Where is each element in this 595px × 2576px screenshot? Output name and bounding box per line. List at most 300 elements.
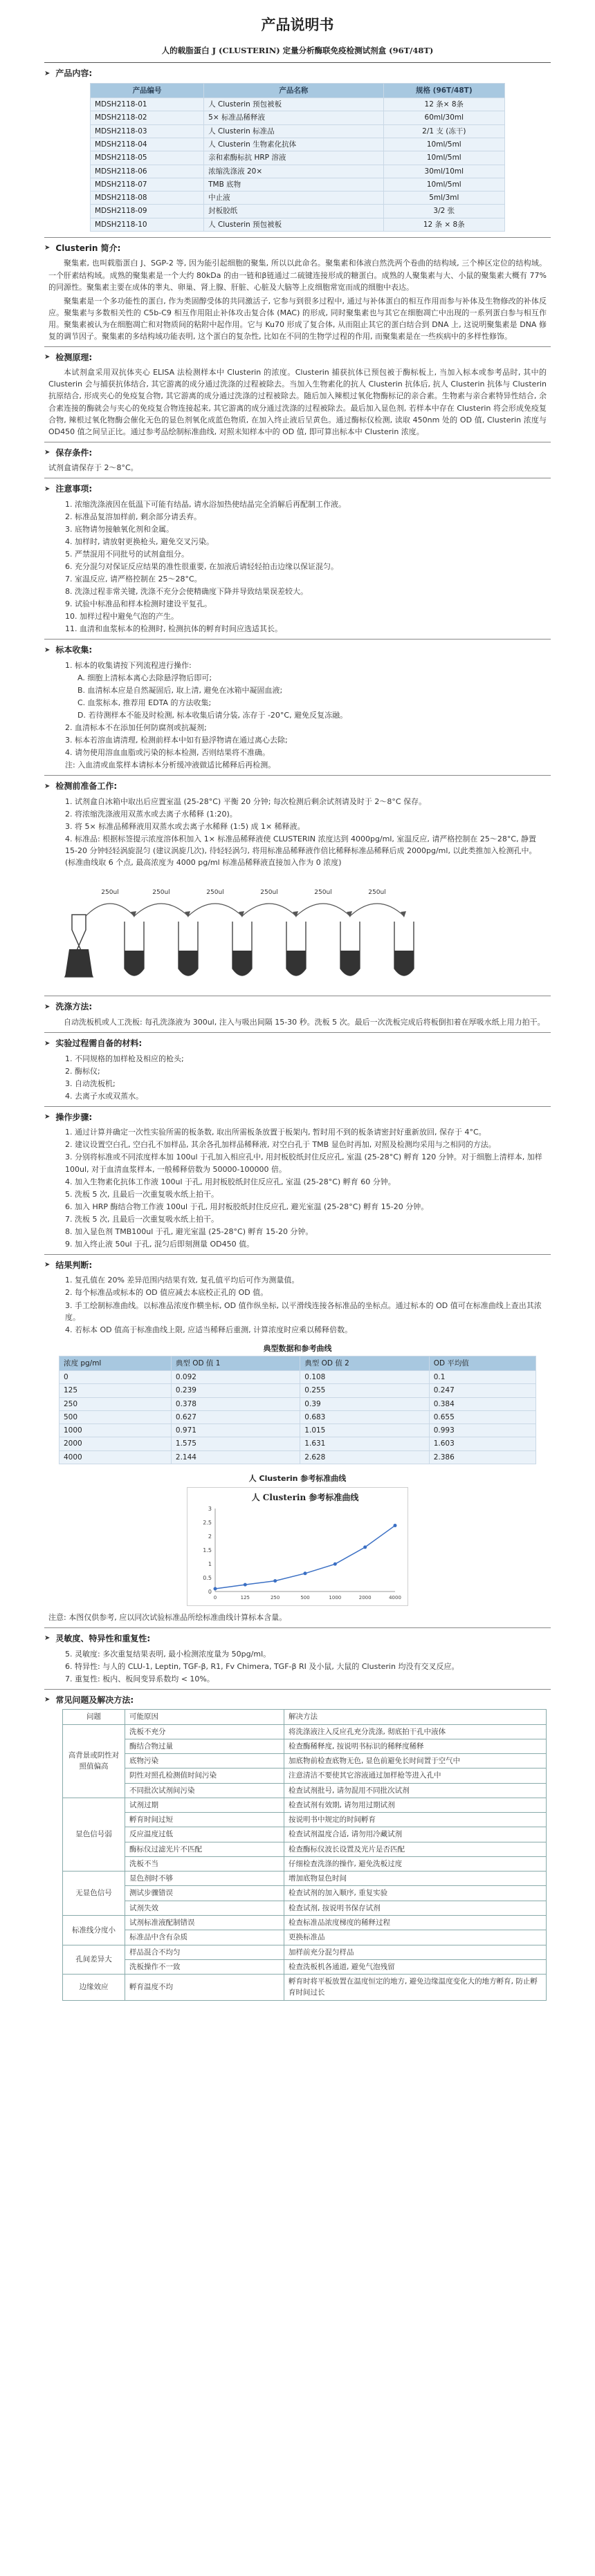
list-item: 1. 标本的收集请按下列流程进行操作: [65,661,192,671]
trouble-reason: 试剂过期 [125,1798,284,1812]
arrow-head-icon [131,911,136,917]
results-heading: ➤ 结果判断: [44,1260,93,1270]
table-row [63,1901,547,1915]
y-tick-label: 3 [208,1505,212,1512]
table-row [60,1410,536,1424]
title-rule [44,62,551,63]
table-row [63,1856,547,1871]
table-cell: 1.631 [300,1437,429,1450]
table-cell: MDSH2118-05 [91,151,204,165]
notes-list [44,498,551,635]
sensitivity-section [44,1632,551,1685]
table-row [91,178,505,191]
components-table [90,83,505,232]
table-row [91,218,505,231]
intro-paragraph: 聚集素, 也叫载脂蛋白 J、SGP-2 等, 因为能引起细胞的聚集, 所以以此命名。聚集素和体液白然洗两个卷曲的结构域, 三个棒区定位的结构域。一个肝素结构域。成熟的聚集素是一个大约 80kDa 的由一链和β链通过二硫键连接形成的糖蛋白。成熟的人聚集素与大、小鼠的聚集素大概有 77% 的同源性。聚集素主要在成体的睾丸、卵巢、肾上腺、肝脏、心脏及大脑等上皮细胞常宽而成的细胞中表达。 [48,259,547,292]
section-divider [44,1627,551,1628]
wash-section [44,1000,551,1028]
table-cell: 亲和素酶标抗 HRP 溶液 [204,151,383,165]
table-cell: 0.971 [171,1424,300,1437]
list-item: 2. 建议设置空白孔, 空白孔不加样品, 其余各孔加样品稀释液, 对空白孔于 TMB 显色时再加, 对照及检测均采用与之相同的方法。 [65,1140,496,1150]
list-item: 8. 洗涤过程非常关键, 洗涤不充分会使精确度下降并导致结果误差较大。 [65,587,308,597]
table-cell: MDSH2118-09 [91,205,204,218]
table-cell: MDSH2118-06 [91,165,204,178]
list-item: 3. 手工绘制标准曲线。以标准品浓度作横坐标, OD 值作纵坐标, 以平滑线连接各标准品的坐标点。通过标本的 OD 值可在标准曲线上查出其浓度。 [65,1300,542,1322]
trouble-reason: 试剂标准液配制错误 [125,1915,284,1930]
table-cell: 封板胶纸 [204,205,383,218]
serial-dilution-diagram [44,873,459,984]
components-header-row [91,83,505,97]
trouble-reason: 酶结合物过量 [125,1739,284,1753]
trouble-heading: ➤ 常见问题及解决方法: [44,1695,134,1705]
list-item: 1. 通过计算并确定一次性实验所需的板条数, 取出所需板条放置于板架内, 暂时用不到的板条请密封好重新放回, 保存于 4°C。 [65,1128,486,1137]
transfer-volume-label: 250ul [152,889,170,897]
arrow-head-icon [347,911,352,917]
materials-heading: ➤ 实验过程需自备的材料: [44,1038,143,1048]
tube-liquid [394,951,414,976]
table-cell: 1.015 [300,1424,429,1437]
table-cell: 0 [60,1370,172,1383]
trouble-reason: 阴性对照孔检测值时间污染 [125,1768,284,1783]
arrow-right-icon: ➤ [44,1261,51,1269]
trouble-reason: 标准品中含有杂质 [125,1930,284,1945]
table-row [60,1437,536,1450]
arrow-head-icon [185,911,190,917]
trouble-category: 无显色信号 [63,1872,125,1916]
section-divider [44,1032,551,1033]
table-cell: 0.993 [429,1424,536,1437]
std-table-title: 典型数据和参考曲线 [263,1343,332,1353]
std-table-body [60,1370,536,1464]
table-row [63,1915,547,1930]
trouble-reason: 酶标仪过滤光片不匹配 [125,1842,284,1856]
table-row [63,1754,547,1768]
list-item: 5. 洗板 5 次, 且最后一次重复吸水纸上拍干。 [65,1189,219,1199]
trouble-section [44,1694,551,2001]
sensitivity-list [44,1648,551,1685]
table-row [91,138,505,151]
table-cell: 30ml/10ml [383,165,504,178]
results-list [44,1274,551,1335]
list-item: 2. 酶标仪; [65,1066,100,1076]
procedure-section [44,1111,551,1250]
x-tick-label: 250 [270,1594,280,1600]
trouble-reason: 试剂失效 [125,1901,284,1915]
trouble-solution: 加样前充分混匀样品 [284,1945,547,1959]
table-cell: 500 [60,1410,172,1424]
table-cell: MDSH2118-07 [91,178,204,191]
list-item: 4. 去离子水或双蒸水。 [65,1091,143,1101]
table-cell: 2.628 [300,1450,429,1464]
table-row [91,98,505,111]
chart-frame [187,1487,408,1606]
table-cell: 0.39 [300,1397,429,1410]
trouble-solution: 将洗涤液注入反应孔充分洗涤, 彻底拍干孔中液体 [284,1724,547,1739]
arrow-right-icon: ➤ [44,1113,51,1121]
trouble-reason: 洗板不充分 [125,1724,284,1739]
table-row [91,205,505,218]
arrow-right-icon: ➤ [44,353,51,362]
list-item: 1. 复孔值在 20% 差异范围内结果有效, 复孔值平均后可作为测量值。 [65,1276,300,1285]
list-item: 1. 不同规格的加样枪及相应的枪头; [65,1054,184,1063]
table-cell: 中止液 [204,192,383,205]
table-row [60,1450,536,1464]
table-cell: 2/1 支 (冻干) [383,124,504,138]
data-point [273,1579,277,1583]
table-row [91,151,505,165]
trouble-solution: 按说明书中规定的时间孵育 [284,1813,547,1827]
transfer-volume-label: 250ul [206,889,224,897]
tube-liquid [125,951,144,976]
arrow-right-icon: ➤ [44,1634,51,1643]
trouble-category: 显色信号弱 [63,1798,125,1871]
std-data-table [59,1356,536,1464]
transfer-arrow-icon [86,904,134,916]
table-cell: 125 [60,1384,172,1397]
table-cell: 12 条× 8条 [383,98,504,111]
section-divider [44,1689,551,1690]
intro-section [44,242,551,342]
components-heading: ➤ 产品内容: [44,68,93,79]
list-item: 10. 加样过程中避免气泡的产生。 [65,612,178,622]
page-subtitle: 人的载脂蛋白 J (CLUSTERIN) 定量分析酶联免疫检测试剂盒 (96T/48T) [161,45,434,55]
transfer-arrow-icon [188,904,242,916]
table-cell: 人 Clusterin 预包被板 [204,98,383,111]
table-cell: 0.1 [429,1370,536,1383]
series-line [215,1525,395,1588]
trouble-solution: 检查标准品浓度梯度的稀释过程 [284,1915,547,1930]
table-row [63,1886,547,1901]
table-row [91,192,505,205]
section-divider [44,346,551,347]
table-cell: 1.603 [429,1437,536,1450]
table-cell: 人 Clusterin 生物素化抗体 [204,138,383,151]
sample-section [44,644,551,771]
table-header-cell: 可能原因 [125,1710,284,1724]
table-row [60,1397,536,1410]
components-section [44,67,551,232]
wash-text: 自动洗板机或人工洗板: 每孔洗涤液为 300ul, 注入与吸出间隔 15-30 秒。洗板 5 次。最后一次洗板完成后将板倒扣着在厚吸水纸上用力拍干。 [64,1017,545,1027]
list-item: 4. 若标本 OD 值高于标准曲线上限, 应适当稀释后重测, 计算浓度时应乘以稀释倍数。 [65,1325,353,1334]
trouble-solution: 加底物前检查底物无色, 显色前避免长时间置于空气中 [284,1754,547,1768]
list-item: 2. 血清标本不在添加任何防腐剂或抗凝剂; [65,723,207,733]
principle-paragraph: 本试剂盒采用双抗体夹心 ELISA 法检测样本中 Clusterin 的浓度。Clusterin 捕获抗体已预包被于酶标板上, 当加入标本或参考品时, 其中的 Clusterin 会与捕获抗体结合, 其它游离的成分通过洗涤的过程被除去。当加入生物素化的抗人 Clusterin 抗体后, 抗人 Clusterin 抗体与 Clusterin 抗原结合, 形成夹心的免疫复合物, 其它游离的成分通过洗涤的过程被除去。随后加入辣根过氧化物酶标记的亲合素。生物素与亲合素特异性结合, 余合素连接的酶就会与夹心的免疫复合物连接起来, 其它游离的成分通过洗涤的过程被除去。最后加入显色剂, 若样本中存在 Clusterin 将会形成免疫复合物, 辣根过氧化物酶会催化无色的显色剂氧化成蓝色物质, 在加入终止液后呈黄色。通过酶标仪检测, 读取 450nm 处的 OD 值, Clusterin 浓度与 OD450 值之间呈正比。通过参考品绘制标准曲线, 对照未知样本中的 OD 值, 即可算出标本中 Clusterin 浓度。 [48,368,547,436]
table-header-cell: 典型 OD 值 2 [300,1356,429,1370]
table-row [63,1842,547,1856]
list-item: 9. 加入终止液 50ul 于孔, 混匀后即刻测量 OD450 值。 [65,1239,255,1249]
prep-heading: ➤ 检测前准备工作: [44,781,118,792]
wash-heading: ➤ 洗涤方法: [44,1002,93,1012]
table-row [91,124,505,138]
trouble-solution: 检查试剂批号, 请勿混用不同批次试剂 [284,1783,547,1798]
table-row [63,1739,547,1753]
list-item: 5. 灵敏度: 多次重复结果表明, 最小检测浓度量为 50pg/ml。 [65,1649,271,1659]
trouble-solution: 检查试剂温度合适, 请勿用冷藏试剂 [284,1827,547,1842]
list-item: 5. 严禁混用不同批号的试剂盒组分。 [65,550,189,559]
arrow-right-icon: ➤ [44,485,51,493]
transfer-volume-label: 250ul [260,889,278,897]
tube-liquid [340,951,360,976]
list-item: D. 若待测样本不能及时检测, 标本收集后请分装, 冻存于 -20°C, 避免反复冻融。 [77,711,348,720]
table-row [63,1930,547,1945]
arrow-right-icon: ➤ [44,782,51,790]
list-item: 3. 底物请勿接触氧化剂和金属。 [65,525,174,534]
trouble-reason: 底物污染 [125,1754,284,1768]
transfer-volume-label: 250ul [101,889,119,897]
table-cell: 0.655 [429,1410,536,1424]
tube-liquid [232,951,252,976]
sensitivity-heading: ➤ 灵敏度、特异性和重复性: [44,1633,151,1643]
table-cell: MDSH2118-03 [91,124,204,138]
table-row [63,1813,547,1827]
table-header-cell: OD 平均值 [429,1356,536,1370]
table-header-cell: 产品编号 [91,83,204,97]
data-point [363,1545,367,1549]
transfer-arrow-icon [242,904,296,916]
trouble-reason: 孵育时间过短 [125,1813,284,1827]
list-item: 4. 加入生物素化抗体工作液 100ul 于孔, 用封板胶纸封住反应孔, 室温 (25-28°C) 孵育 60 分钟。 [65,1177,396,1186]
table-row [60,1384,536,1397]
table-row [63,1783,547,1798]
materials-section [44,1037,551,1102]
list-item: 11. 血清和血浆标本的检测时, 检测抗体的孵育时间应选适其长。 [65,624,282,634]
table-cell: 4000 [60,1450,172,1464]
table-row [63,1975,547,2001]
table-cell: 3/2 张 [383,205,504,218]
data-point [304,1571,307,1575]
table-cell: 0.683 [300,1410,429,1424]
x-tick-label: 0 [213,1594,217,1600]
table-header-cell: 问题 [63,1710,125,1724]
table-row [60,1424,536,1437]
trouble-header-row [63,1710,547,1724]
table-cell: 60ml/30ml [383,111,504,124]
arrow-right-icon: ➤ [44,69,51,77]
table-cell: 5ml/3ml [383,192,504,205]
troubleshooting-body [63,1710,547,2000]
tube-liquid [286,951,306,976]
intro-paragraph: 聚集素是一个多功能性的蛋白, 作为类固醇受体的共同激活子, 它参与到很多过程中, 通过与补体蛋白的相互作用而参与补体及生物修改的补体反应。聚集素与多数相关性的 C5b-C9 相互作用阻止补体攻击复合体 (MAC) 的形成, 同时聚集素也与其它在细胞凋亡中出现的一系列蛋白参与相互作用。聚集素被认为在细胞凋亡和对物质间的粘附中起作用。它与 Ku70 形成了复合体, 从而阻止其它的蛋白结合到 DNA 上, 这说明聚集素是 DNA 修复的调节因子。聚集素的多结构域功能表明, 这个蛋白的复杂性, 比如在不同的生物学过程的作用, 而聚集素是在一些疾病中的多样性修饰。 [48,296,547,341]
trouble-solution: 注意清洁不要使其它溶液通过加样枪等进入孔中 [284,1768,547,1783]
list-item: 1. 试剂盒自冰箱中取出后应置室温 (25-28°C) 平衡 20 分钟; 每次检测后剩余试剂请及时于 2～8°C 保存。 [65,797,427,807]
trouble-reason: 孵育温度不均 [125,1975,284,2001]
list-item: 2. 每个标准品或标本的 OD 值应减去本底校正孔的 OD 值。 [65,1288,268,1298]
components-table-body [91,98,505,232]
x-tick-label: 500 [300,1594,310,1600]
table-cell: 浓缩洗涤液 20× [204,165,383,178]
x-tick-label: 4000 [389,1594,401,1600]
table-cell: 2.386 [429,1450,536,1464]
list-item: 3. 分别将标准或不同浓度样本加 100ul 于孔加入相应孔中, 用封板胶纸封住反应孔, 室温 (25-28°C) 孵育 120 分钟。对于细胞上清样本, 加样 100ul, 对于血清血浆样本, 一般稀释倍数为 50000-100000 倍。 [65,1152,542,1174]
list-item: 7. 室温反应, 请严格控制在 25～28°C。 [65,575,202,584]
list-item: 1. 浓缩洗涤液因在低温下可能有结晶, 请水浴加热使结晶完全消解后再配制工作液。 [65,499,346,509]
list-item: 7. 重复性: 板内、板间变异系数均 < 10%。 [65,1674,214,1683]
list-item: 9. 试验中标准品和样本检测时建设平复孔。 [65,599,212,609]
transfer-arrow-icon [296,904,350,916]
table-cell: 0.627 [171,1410,300,1424]
table-cell: 0.247 [429,1384,536,1397]
troubleshooting-table [62,1709,547,2000]
x-tick-label: 1000 [329,1594,342,1600]
results-section [44,1259,551,1623]
table-row [63,1724,547,1739]
table-header-cell: 浓度 pg/ml [60,1356,172,1370]
list-item: 7. 洗板 5 次, 且最后一次重复吸水纸上拍干。 [65,1214,219,1224]
trouble-reason: 反应温度过低 [125,1827,284,1842]
table-header-cell: 典型 OD 值 1 [171,1356,300,1370]
page-title: 产品说明书 [261,17,334,33]
standard-curve-chart [187,1488,408,1605]
trouble-solution: 增加底物显色时间 [284,1872,547,1886]
arrow-head-icon [293,911,298,917]
table-cell: 人 Clusterin 预包被板 [204,218,383,231]
trouble-solution: 检查酶稀释度, 按说明书标识的稀释度稀释 [284,1739,547,1753]
list-item: 2. 将浓缩洗涤液用双蒸水或去离子水稀释 (1:20)。 [65,810,237,819]
sample-list [44,660,551,771]
trouble-category: 孔间差异大 [63,1945,125,1975]
y-tick-label: 2 [208,1533,212,1540]
table-cell: MDSH2118-08 [91,192,204,205]
table-cell: 2000 [60,1437,172,1450]
table-cell: 0.239 [171,1384,300,1397]
intro-heading: ➤ Clusterin 简介: [44,243,121,253]
data-point [394,1524,397,1527]
arrow-right-icon: ➤ [44,1696,51,1704]
trouble-category: 标准线分度小 [63,1915,125,1945]
trouble-solution: 检查洗板机各通道, 避免气泡残留 [284,1959,547,1974]
trouble-reason: 显色剂时不够 [125,1872,284,1886]
notes-section [44,483,551,635]
trouble-solution: 检查试剂, 按说明书保存试剂 [284,1901,547,1915]
section-divider [44,775,551,776]
chart-note: 注意: 本图仅供参考, 应以同次试验标准品所绘标准曲线计算标本含量。 [48,1612,287,1622]
section-divider [44,237,551,238]
arrow-head-icon [401,911,406,917]
table-row [63,1798,547,1812]
section-divider [44,639,551,640]
table-cell: 5× 标准品稀释液 [204,111,383,124]
trouble-category: 边缘效应 [63,1975,125,2001]
table-cell: 250 [60,1397,172,1410]
list-item: 3. 将 5× 标准品稀释液用双蒸水或去离子水稀释 (1:5) 成 1× 稀释液。 [65,822,305,832]
prep-list [44,796,551,868]
procedure-list [44,1126,551,1249]
y-tick-label: 0.5 [203,1574,212,1581]
list-item: C. 血浆标本, 推荐用 EDTA 的方法收集; [77,698,212,708]
list-item: 3. 自动洗板机; [65,1079,116,1088]
arrow-right-icon: ➤ [44,449,51,457]
list-item: 4. 标准品: 根据标签提示浓度溶体积加入 1× 标准品稀释液使 CLUSTERIN 浓度达到 4000pg/ml, 室温反应, 请严格控制在 25～28°C, 静置 15-20 分钟轻轻涡旋混匀 (建议涡旋几次), 待轻轻涡匀, 将用标准品稀释液作倍比稀释标准品稀释后成 2000pg/ml, 以此类推加入检测孔中。(标准曲线取 6 个点, 最高浓度为 4000 pg/ml 标准品稀释液直接加入作为 0 浓度) [65,834,537,868]
table-cell: MDSH2118-10 [91,218,204,231]
materials-list [44,1053,551,1102]
list-item: A. 细胞上清标本离心去除悬浮物后即可; [77,673,212,683]
table-cell: 0.092 [171,1370,300,1383]
table-cell: 10ml/5ml [383,138,504,151]
table-cell: 10ml/5ml [383,178,504,191]
sample-heading: ➤ 标本收集: [44,645,93,655]
table-cell: 0.255 [300,1384,429,1397]
table-row [60,1370,536,1383]
curve-caption: 人 Clusterin 参考标准曲线 [248,1473,347,1483]
table-cell: MDSH2118-04 [91,138,204,151]
list-item: 8. 加入显色剂 TMB100ul 于孔, 避光室温 (25-28°C) 孵育 15-20 分钟。 [65,1226,313,1236]
table-row [63,1827,547,1842]
notes-heading: ➤ 注意事项: [44,484,93,494]
data-point [214,1587,217,1590]
table-row [63,1945,547,1959]
procedure-heading: ➤ 操作步骤: [44,1112,93,1122]
principle-heading: ➤ 检测原理: [44,352,93,362]
trouble-solution: 孵育时将平板放置在温度恒定的地方, 避免边缘温度变化大的地方孵育, 防止孵育时间过长 [284,1975,547,2001]
section-divider [44,1106,551,1107]
prep-section [44,780,551,991]
transfer-volume-label: 250ul [368,889,386,897]
table-row [63,1872,547,1886]
x-tick-label: 125 [240,1594,250,1600]
list-item: 4. 加样时, 请放射更换枪头, 避免交叉污染。 [65,537,214,547]
data-point [333,1562,337,1566]
std-header-row [60,1356,536,1370]
y-tick-label: 2.5 [203,1519,212,1526]
list-item: 6. 充分混匀对保证反应结果的准性很重要, 在加液后请轻轻拍击边缘以保证混匀。 [65,562,338,572]
table-cell: 2.144 [171,1450,300,1464]
list-item: 6. 特异性: 与人的 CLU-1, Leptin, TGF-β, R1, Fv Chimera, TGF-β RI 及小鼠, 大鼠的 Clusterin 均没有交叉反应。 [65,1661,459,1671]
chart-title: 人 Clusterin 参考标准曲线 [251,1492,359,1502]
section-divider [44,1254,551,1255]
list-item: 6. 加入 HRP 酶结合物工作液 100ul 于孔, 用封板胶纸封住反应孔, 避光室温 (25-28°C) 孵育 15-20 分钟。 [65,1202,429,1211]
table-header-cell: 解决方法 [284,1710,547,1724]
table-cell: 12 条 × 8条 [383,218,504,231]
table-cell: 0.108 [300,1370,429,1383]
table-cell: TMB 底物 [204,178,383,191]
y-tick-label: 1 [208,1560,212,1567]
arrow-right-icon: ➤ [44,1039,51,1047]
trouble-solution: 检查试剂的加入顺序, 重复实验 [284,1886,547,1901]
storage-text: 试剂盒请保存于 2～8°C。 [48,463,138,473]
table-cell: MDSH2118-02 [91,111,204,124]
storage-heading: ➤ 保存条件: [44,447,93,458]
trouble-solution: 检查试剂有效期, 请勿用过期试剂 [284,1798,547,1812]
arrow-right-icon: ➤ [44,244,51,252]
trouble-solution: 检查酶标仪波长设置及光片是否匹配 [284,1842,547,1856]
transfer-arrow-icon [134,904,188,916]
table-cell: 1000 [60,1424,172,1437]
trouble-reason: 不同批次试剂间污染 [125,1783,284,1798]
trouble-reason: 样品混合不均匀 [125,1945,284,1959]
list-item: B. 血清标本应是自然凝固后, 取上清, 避免在冰箱中凝固血液; [77,686,283,696]
transfer-arrow-icon [350,904,404,916]
table-cell: 1.575 [171,1437,300,1450]
transfer-volume-label: 250ul [314,889,332,897]
table-row [63,1959,547,1974]
data-point [244,1583,247,1587]
stock-liquid [65,949,93,977]
trouble-reason: 洗板不当 [125,1856,284,1871]
arrow-right-icon: ➤ [44,1002,51,1011]
arrow-right-icon: ➤ [44,646,51,654]
table-cell: 10ml/5ml [383,151,504,165]
table-cell: 0.378 [171,1397,300,1410]
table-row [63,1768,547,1783]
list-item: 3. 标本若溶血请清理, 检测前样本中如有悬浮物请在通过离心去除; [65,736,288,745]
trouble-category: 高背景或阴性对照值偏高 [63,1724,125,1798]
storage-section [44,447,551,474]
list-item: 4. 请勿使用溶血血脂或污染的标本检测, 否则结果将不准确。 [65,748,270,758]
table-header-cell: 规格 (96T/48T) [383,83,504,97]
tube-liquid [178,951,198,976]
table-cell: 人 Clusterin 标准品 [204,124,383,138]
table-row [91,111,505,124]
